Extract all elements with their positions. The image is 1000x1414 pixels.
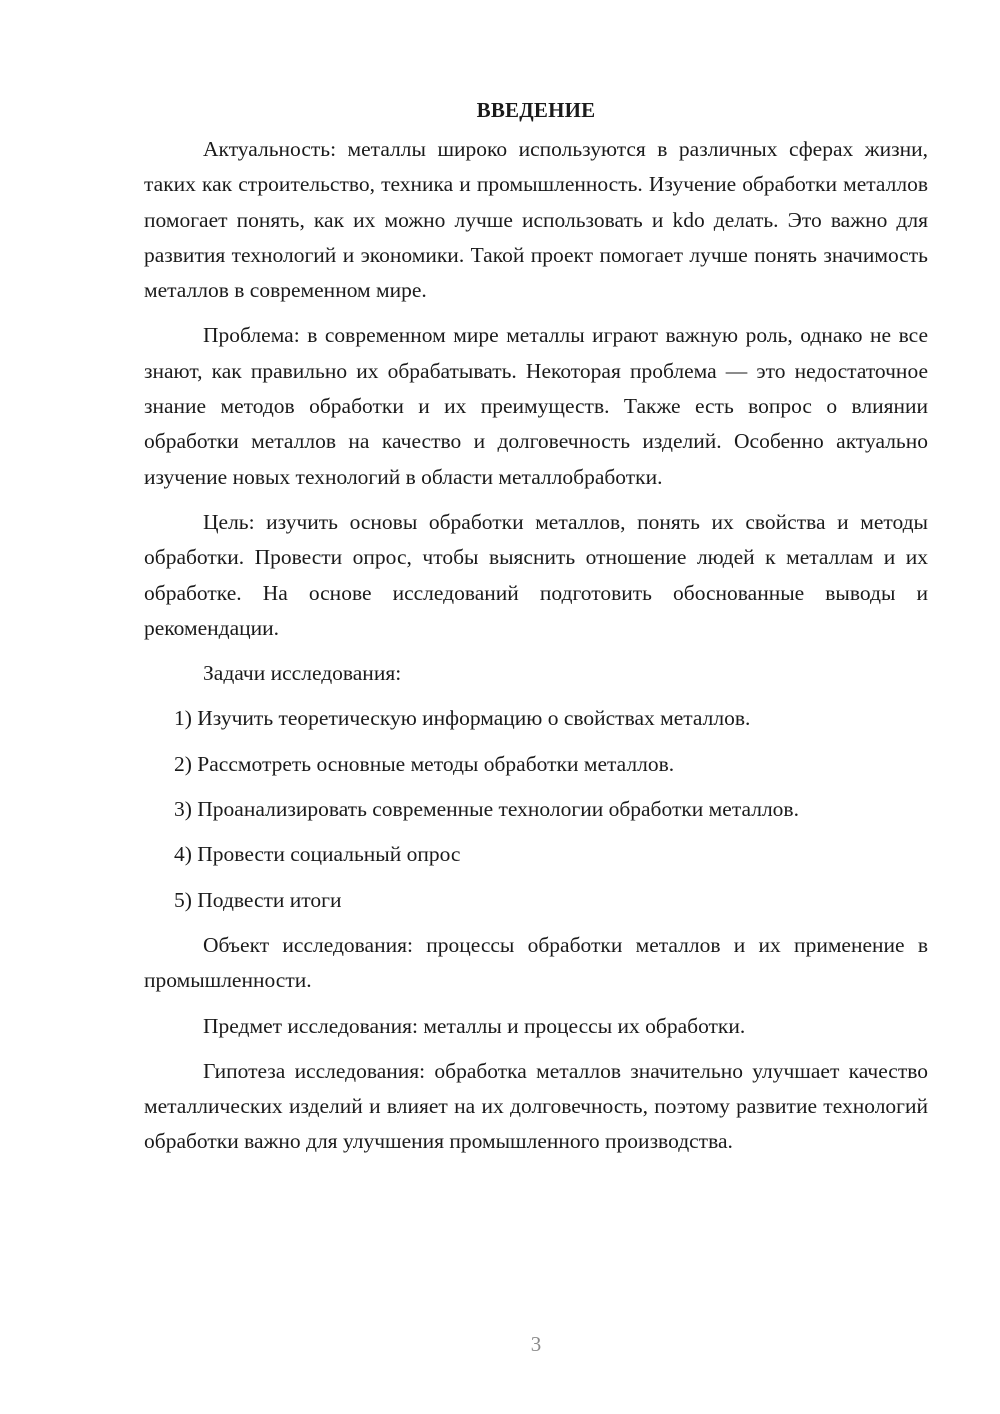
tasks-list — [144, 701, 928, 917]
object-paragraph: Объект исследования: процессы обработки металлов и их применение в промышленности. — [144, 932, 928, 993]
hypothesis-paragraph: Гипотеза исследования: обработка металлов значительно улучшает качество металлических изделий и влияет на их долговечность, поэтому развитие технологий обработки важно для улучшения промышленного производства. — [144, 1058, 928, 1154]
list-item: 2) Рассмотреть основные методы обработки металлов. — [174, 751, 675, 776]
tasks-heading: Задачи исследования: — [203, 661, 402, 686]
relevance-paragraph: Актуальность: металлы широко используются в различных сферах жизни, таких как строительство, техника и промышленность. Изучение обработки металлов помогает понять, как их можно лучше использовать и kdo делать. Это важно для развития технологий и экономики. Такой проект помогает лучше понять значимость металлов в современном мире. — [144, 137, 928, 303]
subject-paragraph: Предмет исследования: металлы и процессы их обработки. — [203, 1013, 746, 1038]
list-item: 1) Изучить теоретическую информацию о свойствах металлов. — [174, 706, 751, 731]
goal-paragraph: Цель: изучить основы обработки металлов, понять их свойства и методы обработки. Провести опрос, чтобы выяснить отношение людей к металлам и их обработке. На основе исследований подготовить обоснованные выводы и рекомендации. — [144, 509, 928, 640]
document-page — [144, 92, 928, 1170]
page-title: ВВЕДЕНИЕ — [476, 98, 596, 122]
page-number: 3 — [530, 1332, 542, 1356]
list-item: 5) Подвести итоги — [174, 887, 342, 912]
list-item: 4) Провести социальный опрос — [174, 842, 461, 867]
problem-paragraph: Проблема: в современном мире металлы играют важную роль, однако не все знают, как правильно их обрабатывать. Некоторая проблема — это недостаточное знание методов обработки и их преимуществ. Также есть вопрос о влиянии обработки металлов на качество и долговечность изделий. Особенно актуально изучение новых технологий в области металлобработки. — [144, 323, 928, 489]
list-item: 3) Проанализировать современные технологии обработки металлов. — [174, 797, 799, 822]
